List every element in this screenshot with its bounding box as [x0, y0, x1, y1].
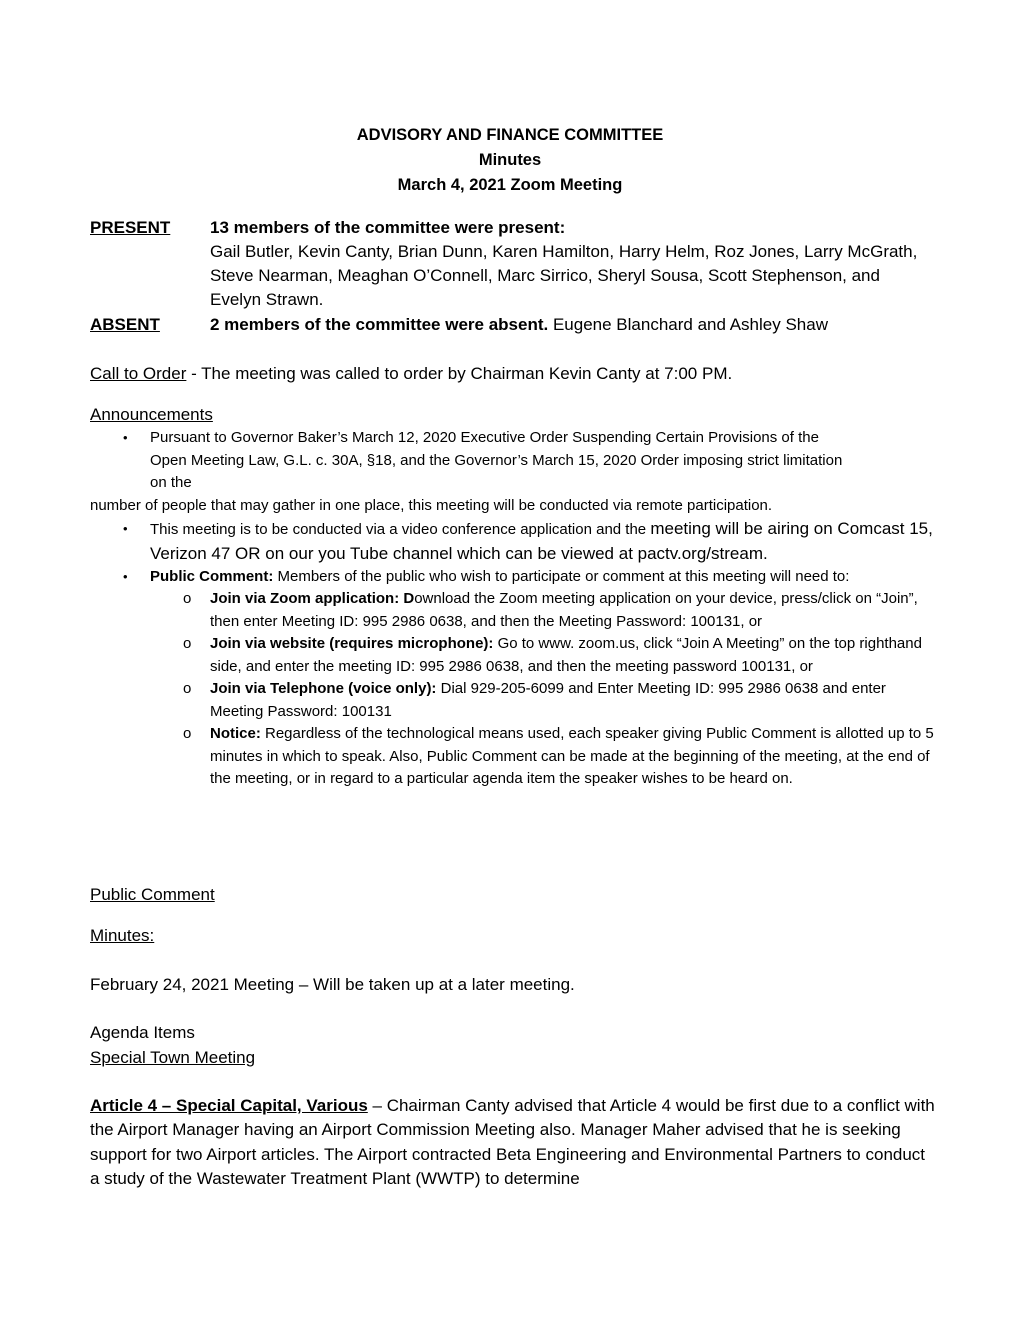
call-to-order-text: - The meeting was called to order by Chairman Kevin Canty at 7:00 PM.: [186, 364, 733, 383]
public-comment-text: Members of the public who wish to participate or comment at this meeting will need to:: [273, 567, 850, 585]
announcement-line: Open Meeting Law, G.L. c. 30A, §18, and the Governor’s March 15, 2020 Order imposing strict limitation: [150, 451, 843, 469]
doc-type: Minutes: [478, 151, 542, 169]
announcement-text-large: meeting will be airing on Comcast 15, Verizon 47 OR on our you Tube channel which can be viewed at pactv.org/stream.: [150, 519, 933, 563]
announcement-text: This meeting is to be conducted via a video conference application and the: [150, 521, 651, 538]
bullet-icon: •: [123, 521, 128, 536]
participation-option-zoom: [150, 588, 940, 633]
article-4-label: Article 4 – Special Capital, Various: [90, 1096, 368, 1115]
option-label: Join via website (requires microphone):: [210, 635, 494, 652]
announcement-line: on the: [150, 474, 192, 491]
absent-names: Eugene Blanchard and Ashley Shaw: [548, 315, 828, 334]
agenda-heading: Agenda Items: [90, 1023, 195, 1042]
circle-bullet-icon: o: [183, 725, 192, 742]
committee-name: ADVISORY AND FINANCE COMMITTEE: [356, 126, 664, 144]
public-comment-label: Public Comment:: [150, 567, 274, 585]
bullet-icon: •: [123, 568, 128, 584]
announcement-item: [123, 517, 940, 566]
option-text: Dial 929-205-6099 and Enter Meeting ID: 995 2986 0638 and enter Meeting Password: 100131: [210, 680, 886, 720]
present-heading: 13 members of the committee were present:: [210, 218, 566, 237]
announcement-line: number of people that may gather in one place, this meeting will be conducted via remote participation.: [90, 496, 773, 514]
announcement-item: [90, 427, 940, 517]
public-comment-heading: Public Comment: [90, 885, 215, 904]
document-title: [90, 123, 930, 198]
circle-bullet-icon: o: [183, 590, 192, 607]
present-details: [210, 216, 930, 312]
absent-label: ABSENT: [90, 315, 160, 334]
minutes-item: February 24, 2021 Meeting – Will be taken up at a later meeting.: [90, 975, 575, 994]
option-label: Notice:: [210, 725, 261, 742]
participation-option-telephone: [150, 678, 940, 723]
circle-bullet-icon: o: [183, 680, 192, 697]
minutes-heading: Minutes:: [90, 926, 155, 945]
present-label: PRESENT: [90, 218, 171, 237]
meeting-date: March 4, 2021 Zoom Meeting: [397, 176, 623, 194]
absent-details: [210, 313, 930, 337]
absent-heading: 2 members of the committee were absent.: [210, 315, 549, 334]
option-label: Join via Zoom application: D: [210, 590, 415, 607]
call-to-order: [90, 362, 732, 386]
option-text: Go to www. zoom.us, click “Join A Meeting” on the top righthand side, and enter the meeting ID: 995 2986 0638, and then the meeting password 100131, or: [210, 635, 922, 675]
article-4-paragraph: [90, 1094, 935, 1192]
announcements-heading: Announcements: [90, 405, 213, 424]
option-text: ownload the Zoom meeting application on your device, press/click on “Join”, then enter Meeting ID: 995 2986 0638, and then the Meeting Password: 100131, or: [210, 590, 918, 630]
bullet-icon: •: [123, 430, 128, 445]
option-label: Join via Telephone (voice only):: [210, 680, 437, 697]
participation-options: [150, 588, 940, 791]
circle-bullet-icon: o: [183, 635, 192, 652]
agenda-subheading: Special Town Meeting: [90, 1048, 256, 1067]
announcement-item: [123, 566, 940, 791]
announcements-list: [90, 427, 940, 791]
article-4-text: – Chairman Canty advised that Article 4 would be first due to a conflict with the Airport Manager having an Airport Commission Meeting also. Manager Maher advised that he is seeking support for two Airport articles. The Airport contracted Beta Engineering and Environmental Partners to conduct a study of the Wastewater Treatment Plant (WWTP) to determine: [90, 1096, 935, 1189]
participation-option-website: [150, 633, 940, 678]
participation-notice: [150, 723, 940, 791]
option-text: Regardless of the technological means used, each speaker giving Public Comment is allotted up to 5 minutes in which to speak. Also, Public Comment can be made at the beginning of the meeting, at the end of the meeting, or in regard to a particular agenda item the speaker wishes to be heard on.: [210, 725, 934, 787]
announcement-line: Pursuant to Governor Baker’s March 12, 2020 Executive Order Suspending Certain Provisions of the: [150, 429, 819, 446]
present-names: Gail Butler, Kevin Canty, Brian Dunn, Karen Hamilton, Harry Helm, Roz Jones, Larry McGrath, Steve Nearman, Meaghan O’Connell, Marc Sirrico, Sheryl Sousa, Scott Stephenson, and Evelyn Strawn.: [210, 242, 918, 309]
call-to-order-label: Call to Order: [90, 364, 187, 383]
